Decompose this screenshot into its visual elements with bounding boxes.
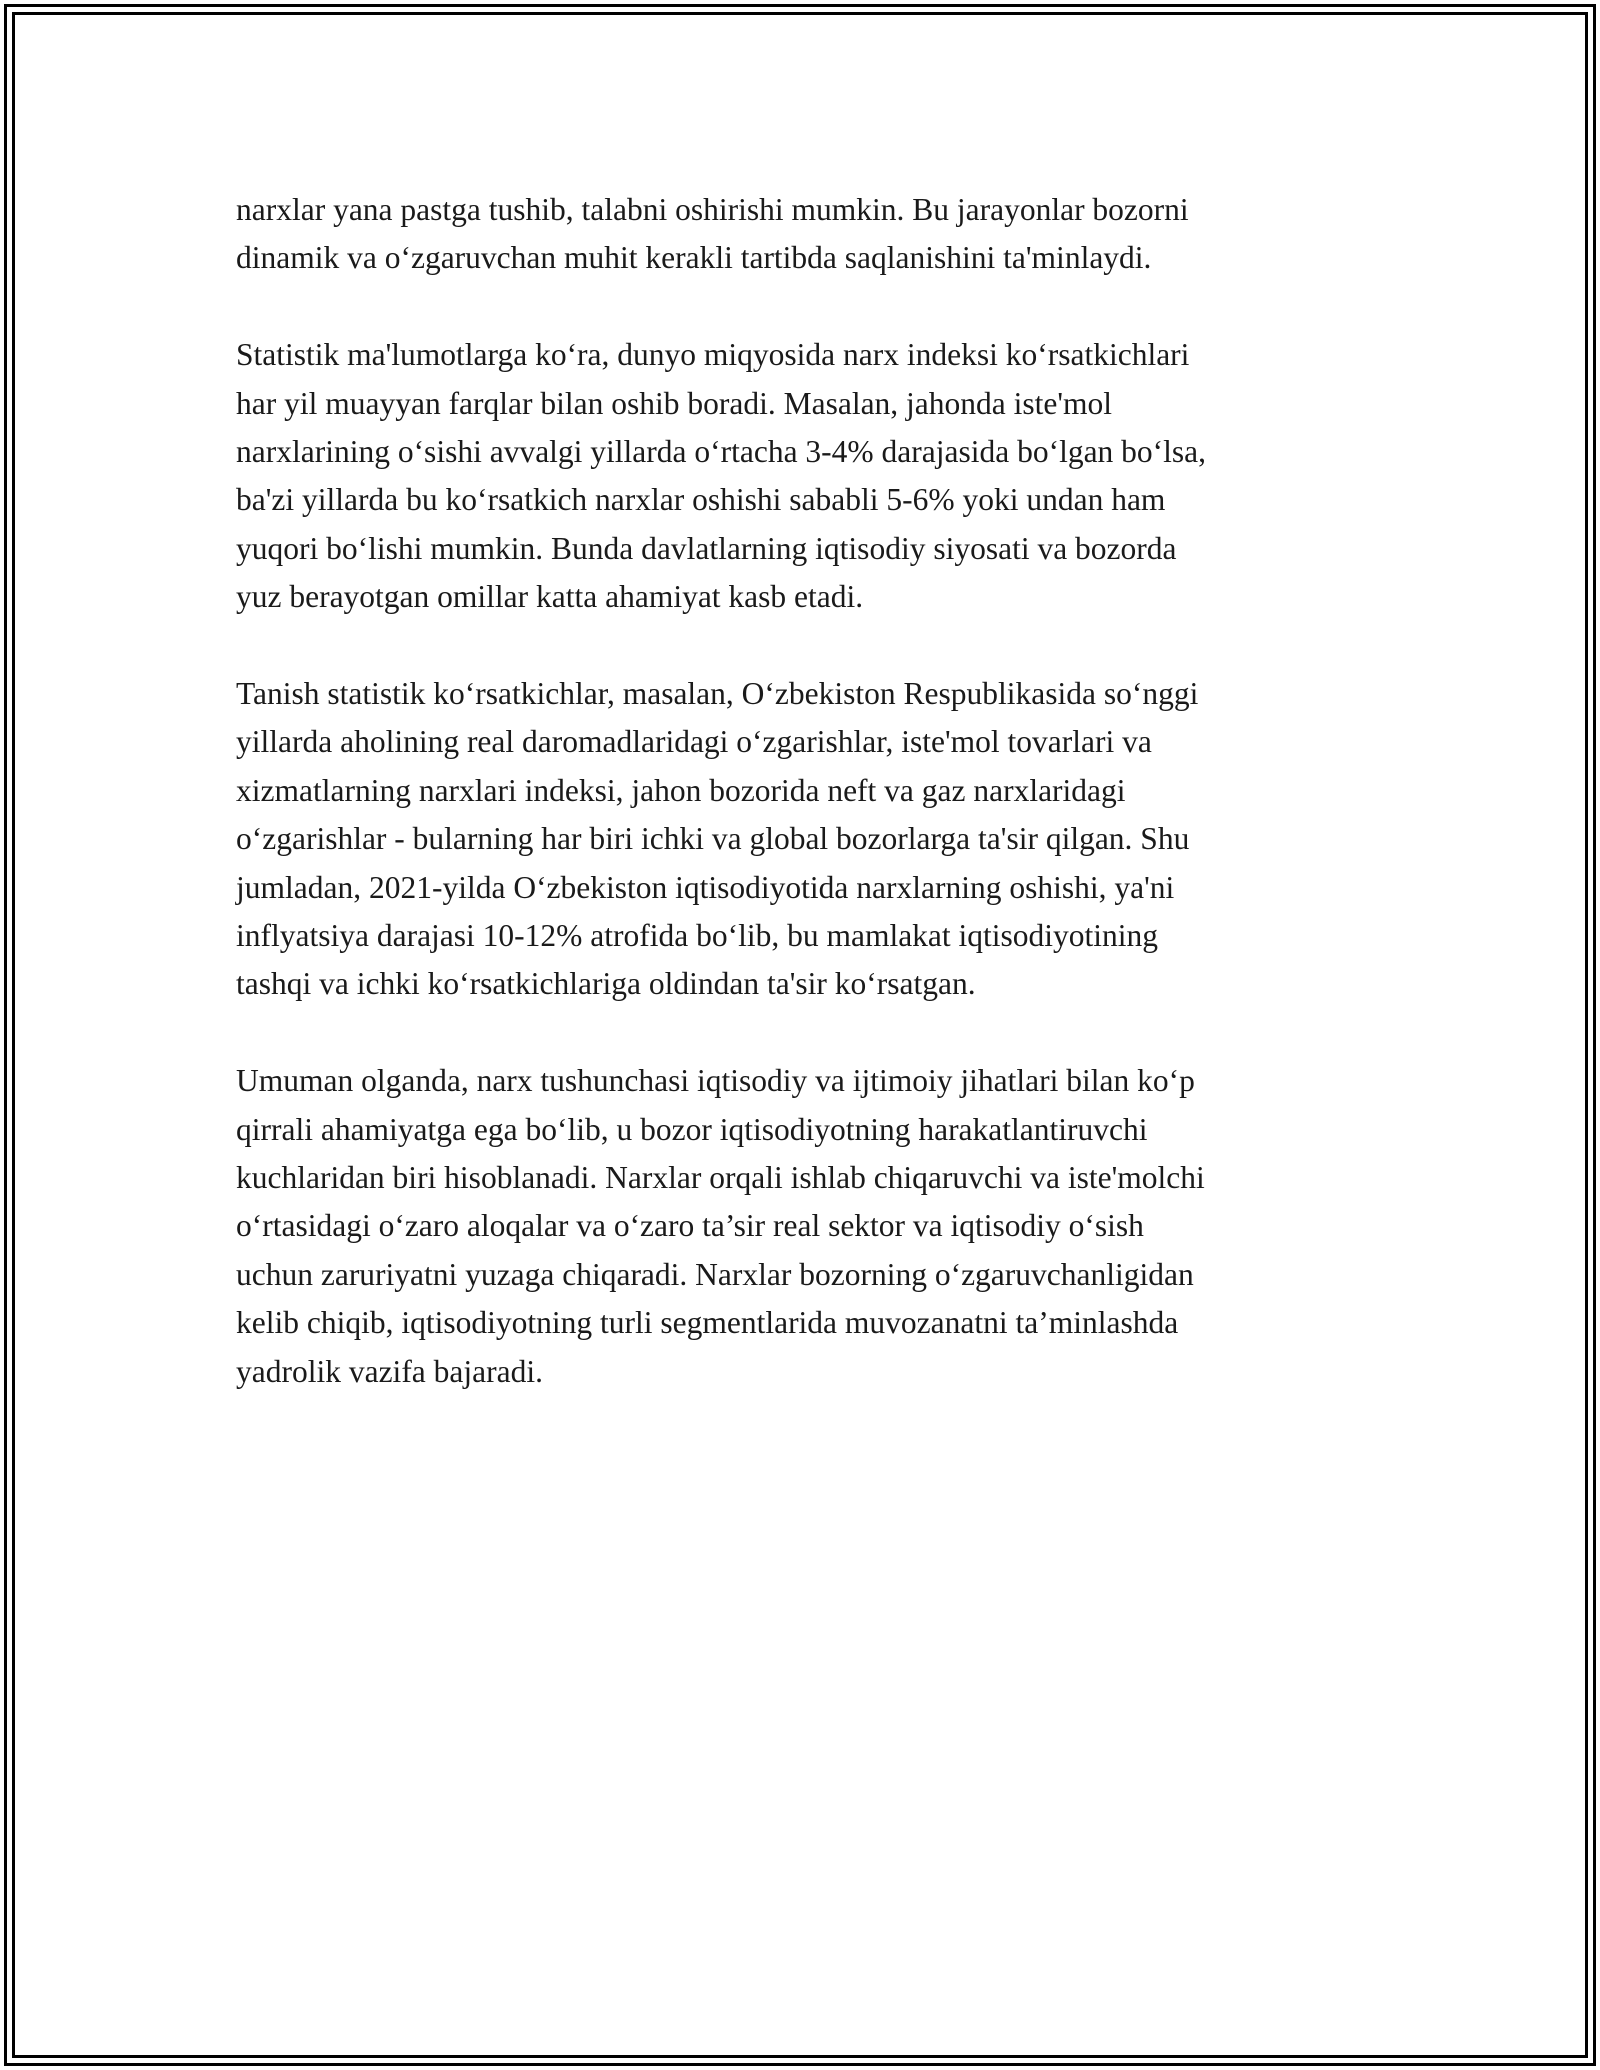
paragraph-1: narxlar yana pastga tushib, talabni oshirishi mumkin. Bu jarayonlar bozorni dinamik va o‘zgaruvchan muhit kerakli tartibda saqlanishini ta'minlaydi. [236, 192, 1189, 276]
document-body [236, 186, 1386, 1445]
paragraph-4: Umuman olganda, narx tushunchasi iqtisodiy va ijtimoiy jihatlari bilan ko‘p qirrali ahamiyatga ega bo‘lib, u bozor iqtisodiyotning harakatlantiruvchi kuchlaridan biri hisoblanadi. Narxlar orqali ishlab chiqaruvchi va iste'molchi o‘rtasidagi o‘zaro aloqalar va o‘zaro ta’sir real sektor va iqtisodiy o‘sish uchun zaruriyatni yuzaga chiqaradi. Narxlar bozorning o‘zgaruvchanligidan kelib chiqib, iqtisodiyotning turli segmentlarida muvozanatni ta’minlashda yadrolik vazifa bajaradi. [236, 1063, 1205, 1389]
paragraph-3: Tanish statistik ko‘rsatkichlar, masalan, O‘zbekiston Respublikasida so‘nggi yillarda aholining real daromadlaridagi o‘zgarishlar, iste'mol tovarlari va xizmatlarning narxlari indeksi, jahon bozorida neft va gaz narxlaridagi o‘zgarishlar - bularning har biri ichki va global bozorlarga ta'sir qilgan. Shu jumladan, 2021-yilda O‘zbekiston iqtisodiyotida narxlarning oshishi, ya'ni inflyatsiya darajasi 10-12% atrofida bo‘lib, bu mamlakat iqtisodiyotining tashqi va ichki ko‘rsatkichlariga oldindan ta'sir ko‘rsatgan. [236, 676, 1199, 1002]
paragraph-2: Statistik ma'lumotlarga ko‘ra, dunyo miqyosida narx indeksi ko‘rsatkichlari har yil muayyan farqlar bilan oshib boradi. Masalan, jahonda iste'mol narxlarining o‘sishi avvalgi yillarda o‘rtacha 3-4% darajasida bo‘lgan bo‘lsa, ba'zi yillarda bu ko‘rsatkich narxlar oshishi sababli 5-6% yoki undan ham yuqori bo‘lishi mumkin. Bunda davlatlarning iqtisodiy siyosati va bozorda yuz berayotgan omillar katta ahamiyat kasb etadi. [236, 337, 1207, 615]
